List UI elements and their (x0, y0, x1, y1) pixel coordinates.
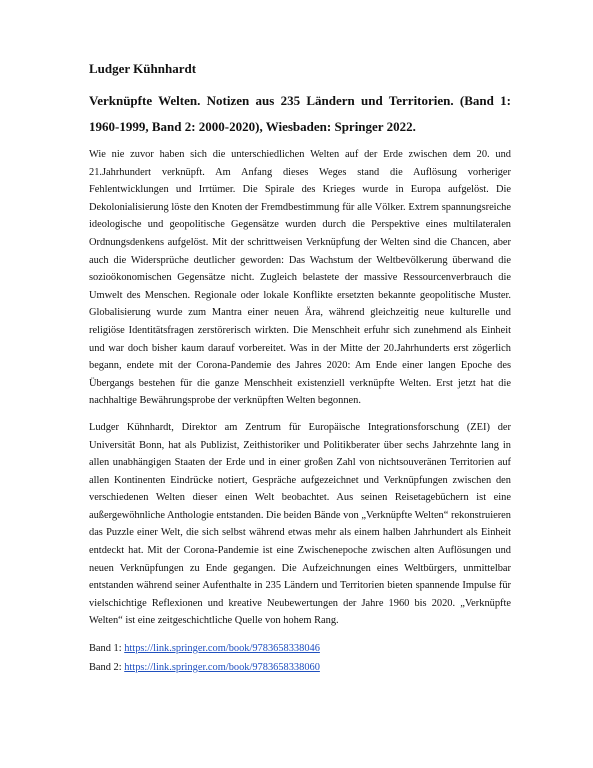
document-content (89, 59, 511, 677)
book-title: Verknüpfte Welten. Notizen aus 235 Ländern und Territorien. (Band 1: 1960-1999, Band 2: 2000-2020), Wiesbaden: Springer 2022. (89, 93, 511, 134)
book-links (89, 639, 511, 677)
volume-2-label: Band 2: (89, 662, 125, 674)
volume-1-link[interactable]: https://link.springer.com/book/9783658338046 (124, 643, 320, 655)
volume-2-link[interactable]: https://link.springer.com/book/9783658338060 (124, 662, 320, 674)
author-bio-paragraph: Ludger Kühnhardt, Direktor am Zentrum für Europäische Integrationsforschung (ZEI) der Universität Bonn, hat als Publizist, Zeithistoriker und Politikberater über sechs Jahrzehnte lang in allen unabhängigen Staaten der Erde und in einer großen Zahl von nichtsouveränen Territorien auf allen Kontinenten Eindrücke notiert, Gespräche aufgezeichnet und Verknüpfungen zwischen den verschiedenen Welten dieser einen Welt beobachtet. Aus seinen Reisetagebüchern ist eine außergewöhnliche Anthologie entstanden. Die beiden Bände von „Verknüpfte Welten“ rekonstruieren das Puzzle einer Welt, die sich selbst während etwas mehr als einem halben Jahrhundert als Einheit entdeckt hat. Mit der Corona-Pandemie ist eine Zwischenepoche zwischen alten Auflösungen und neuen Verknüpfungen zu Ende gegangen. Die Aufzeichnungen eines Weltbürgers, unmittelbar entstanden während seiner Aufenthalte in 235 Ländern und Territorien bieten spannende Impulse für vielschichtige Reflexionen und kreative Neubewertungen der Jahre 1960 bis 2020. „Verknüpfte Welten“ ist eine zeitgeschichtliche Quelle von hohem Rang. (89, 421, 511, 627)
volume-1-line (89, 639, 511, 658)
volume-1-label: Band 1: (89, 643, 125, 655)
volume-2-line (89, 658, 511, 677)
author-heading: Ludger Kühnhardt (89, 61, 197, 76)
description-paragraph: Wie nie zuvor haben sich die unterschiedlichen Welten auf der Erde zwischen dem 20. und 21.Jahrhundert verknüpft. Am Anfang dieses Weges stand die Auflösung vorheriger Fehlentwicklungen und Irrtümer. Die Spirale des Krieges wurde in Europa aufgelöst. Die Dekolonialisierung löste den Knoten der Fremdbestimmung für alle Völker. Extrem spannungsreiche ideologische und geopolitische Gegensätze wurden durch die Perspektive eines multilateralen Ordnungsdenkens aufgelöst. Mit der schrittweisen Verknüpfung der Welten sind die Chancen, aber auch die Widersprüche deutlicher geworden: Das Wachstum der Weltbevölkerung überwand die sozioökonomischen Gegensätze nicht. Zugleich belastete der massive Ressourcenverbrauch die Umwelt des Menschen. Regionale oder lokale Konflikte ersetzten bekannte geopolitische Muster. Globalisierung wurde zum Mantra einer neuen Ära, während gleichzeitig neue kulturelle und religiöse Identitätsfragen zerstörerisch wirkten. Die Menschheit erfuhr sich zunehmend als Einheit und war doch bisher kaum darauf vorbereitet. Was in der Mitte der 20.Jahrhunderts erst zögerlich begann, endete mit der Corona-Pandemie des Jahres 2020: Am Ende einer langen Epoche des Übergangs bestehen für die ganze Menschheit existenziell verknüpfte Welten. Erst jetzt hat die nachhaltige Bewährungsprobe der verknüpften Welten begonnen. (89, 149, 511, 407)
